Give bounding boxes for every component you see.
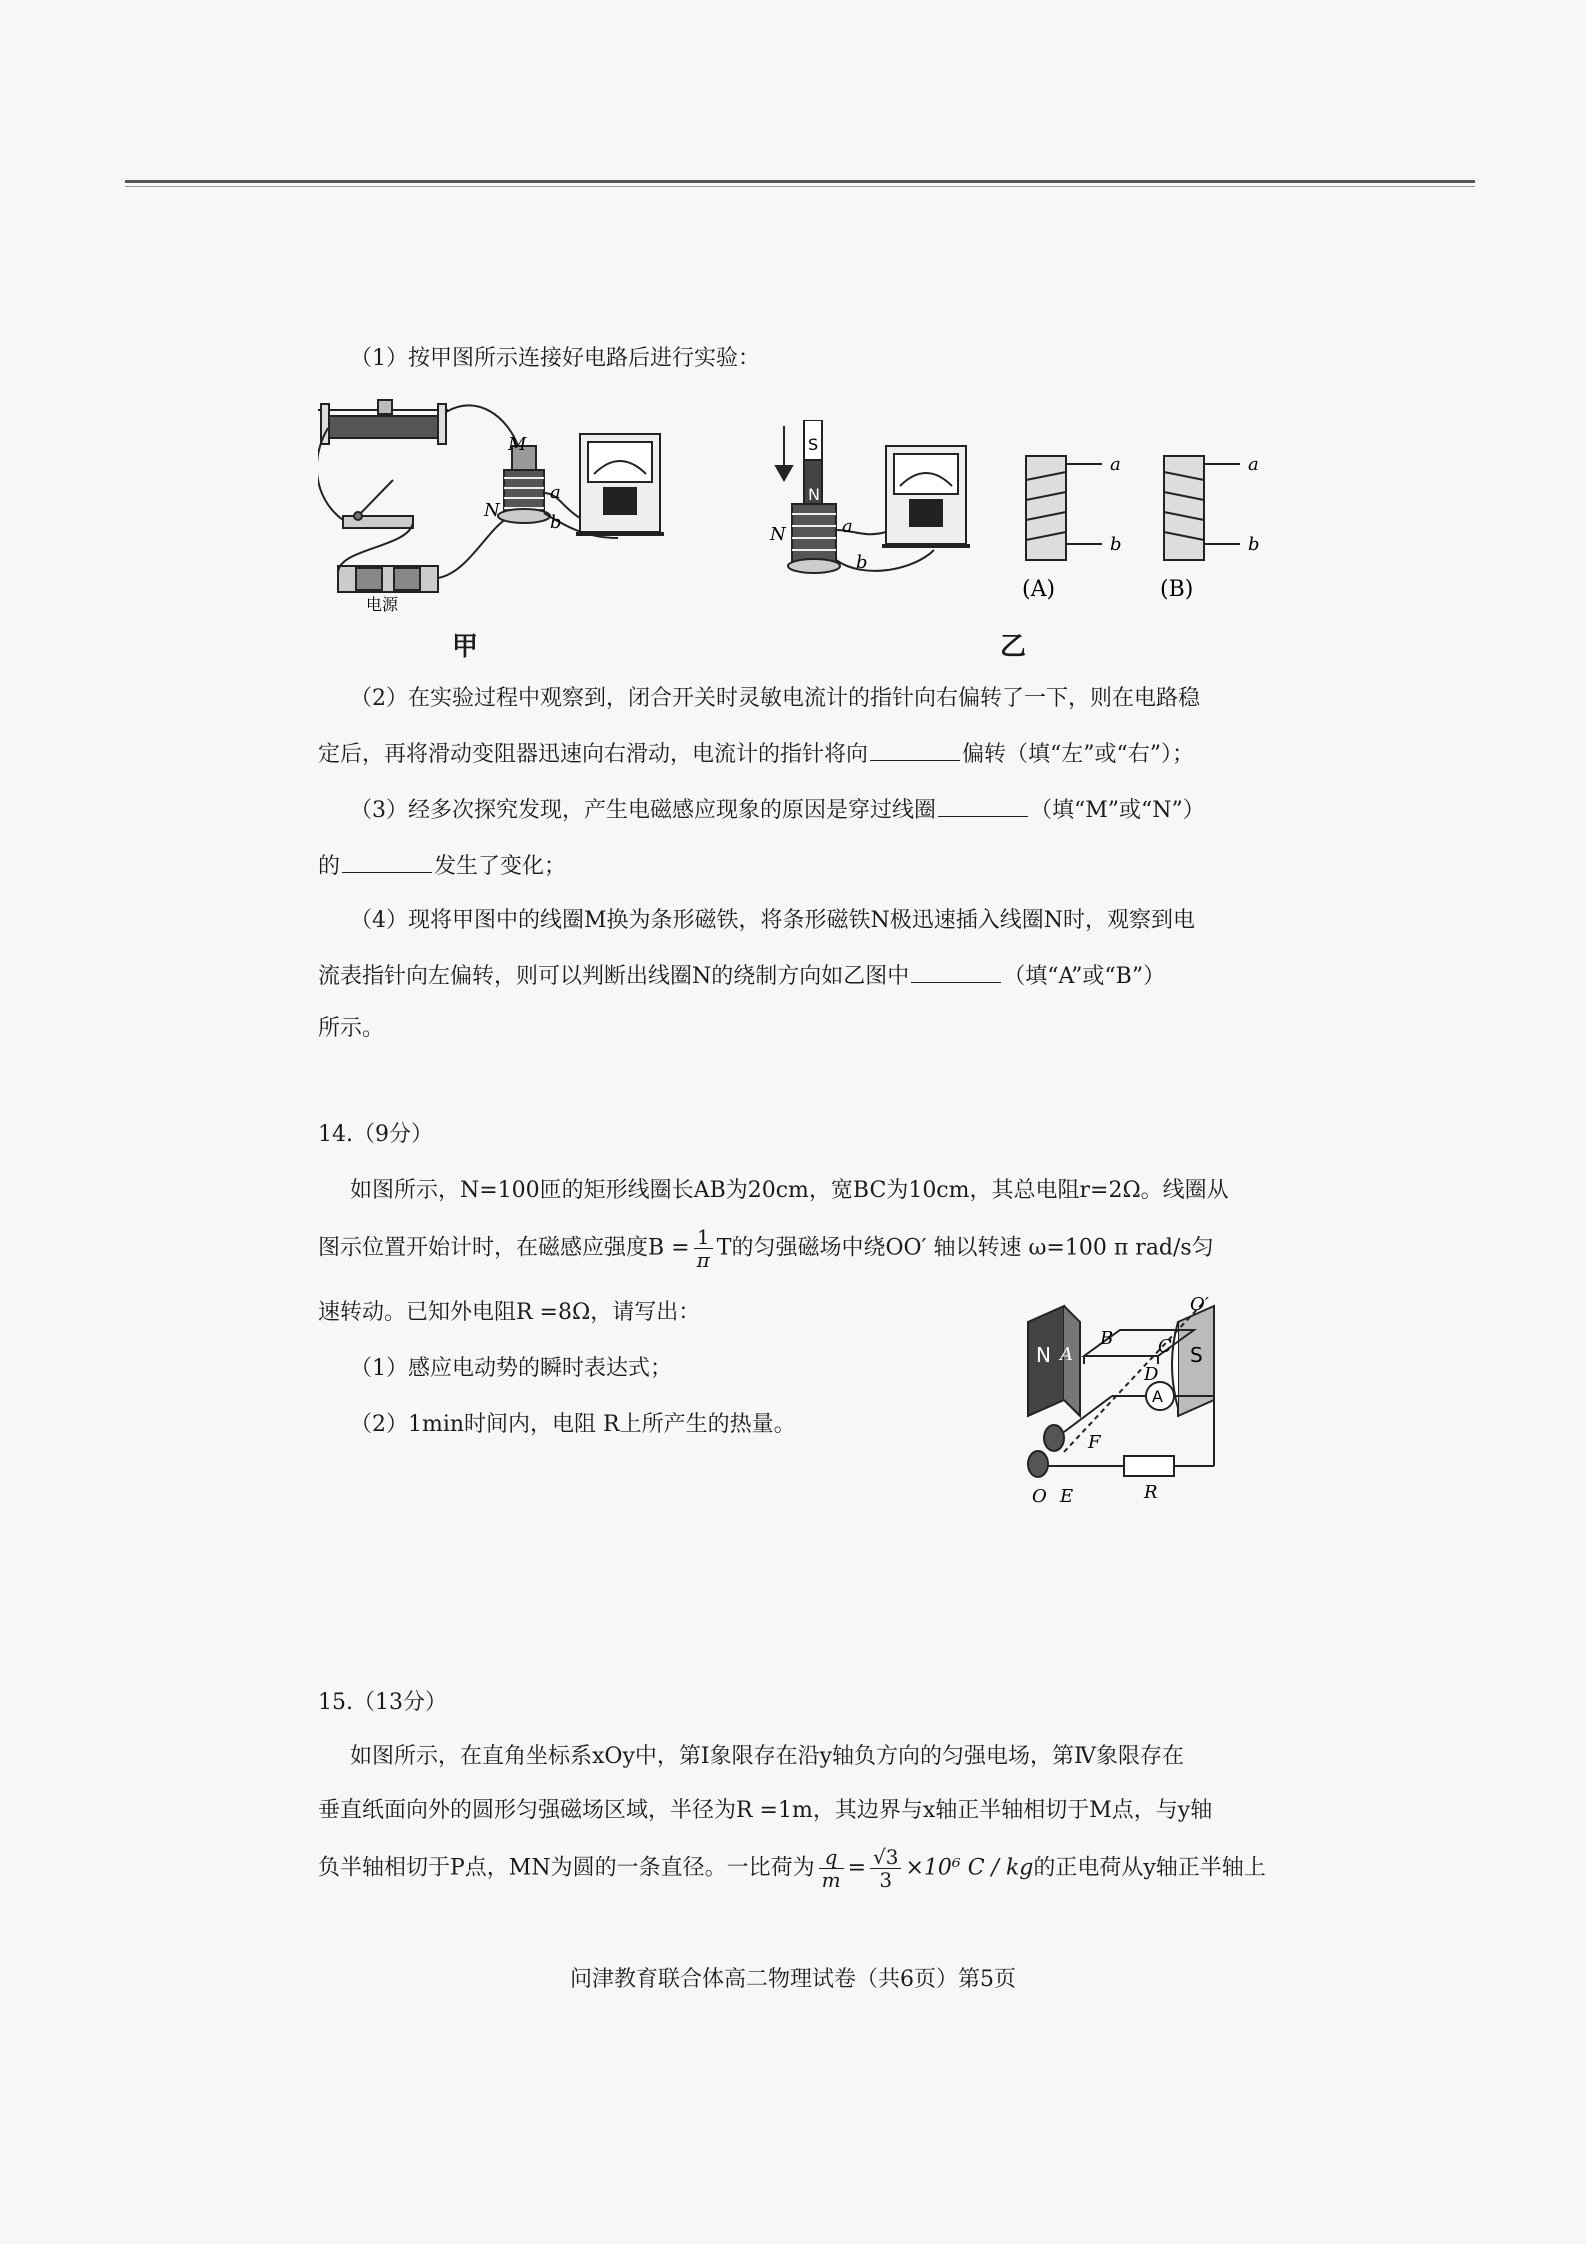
q13-step3-text-c: 的 (318, 854, 341, 879)
power-label: 电源 (366, 595, 399, 614)
point-c-label: C (1158, 1336, 1172, 1357)
q14-line1: 如图所示，N=100匝的矩形线圈长AB为20cm，宽BC为10cm，其总电阻r=2Ω。线圈从 (350, 1178, 1229, 1203)
q14-line3: 速转动。已知外电阻R =8Ω，请写出： (318, 1300, 701, 1325)
q13-step3-line1 (350, 794, 1205, 826)
q13-step4-line2 (318, 960, 1165, 992)
q13-step3-text-a: （3）经多次探究发现，产生电磁感应现象的原因是穿过线圈 (350, 798, 936, 823)
q14-frac-den: π (696, 1248, 710, 1272)
q15-eq: = (847, 1855, 866, 1881)
q13-step4-line1: （4）现将甲图中的线圈M换为条形磁铁，将条形磁铁N极迅速插入线圈N时，观察到电 (350, 908, 1196, 933)
q13-step1: （1）按甲图所示连接好电路后进行实验： (350, 346, 760, 371)
q15-text-c: 的正电荷从y轴正半轴上 (1033, 1855, 1266, 1881)
point-b-label: B (1100, 1328, 1114, 1349)
q15-title: 15.（13分） (318, 1690, 447, 1715)
q14-title: 14.（9分） (318, 1122, 433, 1147)
figure-yi (764, 420, 1284, 600)
q13-step3-line2 (318, 850, 566, 882)
q13-step4-text-a: 流表指针向左偏转，则可以判断出线圈N的绕制方向如乙图中 (318, 964, 910, 989)
q15-frac1-num: q (819, 1846, 844, 1869)
terminal-b-label-yi: b (856, 552, 868, 573)
option-b-terminal-a: a (1248, 454, 1259, 475)
q15-frac2-num: √3 (870, 1846, 901, 1869)
magnet-n-label-q14: N (1036, 1343, 1051, 1367)
q13-step2-text-b: 偏转（填“左”或“右”）； (962, 742, 1195, 767)
answer-blank-quantity[interactable] (342, 850, 432, 873)
q13-step2-text-a: 定后，再将滑动变阻器迅速向右滑动，电流计的指针将向 (318, 742, 869, 767)
q15-line1: 如图所示，在直角坐标系xOy中，第Ⅰ象限存在沿y轴负方向的匀强电场，第Ⅳ象限存在 (350, 1744, 1184, 1769)
q15-frac1-den: m (821, 1868, 841, 1892)
option-a-terminal-a: a (1110, 454, 1121, 475)
figure-jia-caption: 甲 (452, 632, 479, 662)
figure-q14-generator (1024, 1292, 1234, 1508)
point-d-label: D (1144, 1364, 1159, 1385)
point-f-label: F (1088, 1432, 1101, 1453)
q14-line2 (318, 1226, 1214, 1271)
figure-jia-circuit (318, 398, 678, 620)
coil-n-label-yi: N (770, 524, 786, 545)
answer-blank-winding[interactable] (911, 960, 1001, 983)
q14-frac-num: 1 (694, 1226, 713, 1249)
ammeter-label: A (1152, 1387, 1163, 1406)
answer-blank-coil[interactable] (938, 794, 1028, 817)
resistor-r-label: R (1144, 1482, 1158, 1503)
q13-step2-line1: （2）在实验过程中观察到，闭合开关时灵敏电流计的指针向右偏转了一下，则在电路稳 (350, 686, 1200, 711)
q15-text-a: 负半轴相切于P点，MN为圆的一条直径。一比荷为 (318, 1855, 815, 1881)
coil-m-label: M (508, 434, 527, 455)
point-a-label: A (1060, 1344, 1073, 1365)
q15-fraction-qm (819, 1846, 844, 1891)
header-rule-thin (125, 186, 1475, 187)
q14-text-b: T的匀强磁场中绕OO′ 轴以转速 ω=100 π rad/s匀 (716, 1235, 1214, 1261)
figure-yi-caption: 乙 (1000, 632, 1027, 662)
point-o-label: O (1032, 1486, 1047, 1507)
header-rule (125, 180, 1475, 183)
answer-blank-direction[interactable] (870, 738, 960, 761)
magnet-s-label: S (808, 435, 819, 454)
q15-line3 (318, 1846, 1266, 1891)
q14-fraction (694, 1226, 713, 1271)
q15-frac2-den: 3 (879, 1868, 893, 1892)
q15-line2: 垂直纸面向外的圆形匀强磁场区域，半径为R =1m，其边界与x轴正半轴相切于M点，与y轴 (318, 1798, 1213, 1823)
terminal-a-label: a (550, 482, 561, 503)
magnet-n-label: N (808, 485, 820, 504)
q13-step4-line3: 所示。 (318, 1016, 385, 1041)
q13-step3-text-b: （填“M”或“N”） (1030, 798, 1205, 823)
magnet-s-label-q14: S (1190, 1343, 1203, 1367)
q13-step4-text-b: （填“A”或“B”） (1003, 964, 1166, 989)
point-o-prime-label: O′ (1190, 1294, 1209, 1315)
q14-text-a: 图示位置开始计时，在磁感应强度B = (318, 1235, 690, 1261)
q14-sub2: （2）1min时间内，电阻 R上所产生的热量。 (350, 1412, 796, 1437)
coil-n-label: N (484, 500, 500, 521)
terminal-a-label-yi: a (842, 516, 853, 537)
q15-text-b: ×10⁶ C / kg (905, 1855, 1034, 1881)
page-footer: 问津教育联合体高二物理试卷（共6页）第5页 (570, 1967, 1016, 1992)
point-e-label: E (1060, 1486, 1074, 1507)
option-a-label: (A) (1022, 577, 1056, 600)
q13-step3-text-d: 发生了变化； (434, 854, 567, 879)
q14-sub1: （1）感应电动势的瞬时表达式； (350, 1356, 672, 1381)
q15-fraction-root3 (870, 1846, 901, 1891)
terminal-b-label: b (550, 512, 562, 533)
q13-step2-line2 (318, 738, 1194, 770)
option-a-terminal-b: b (1110, 534, 1122, 555)
option-b-terminal-b: b (1248, 534, 1260, 555)
option-b-label: (B) (1160, 577, 1194, 600)
